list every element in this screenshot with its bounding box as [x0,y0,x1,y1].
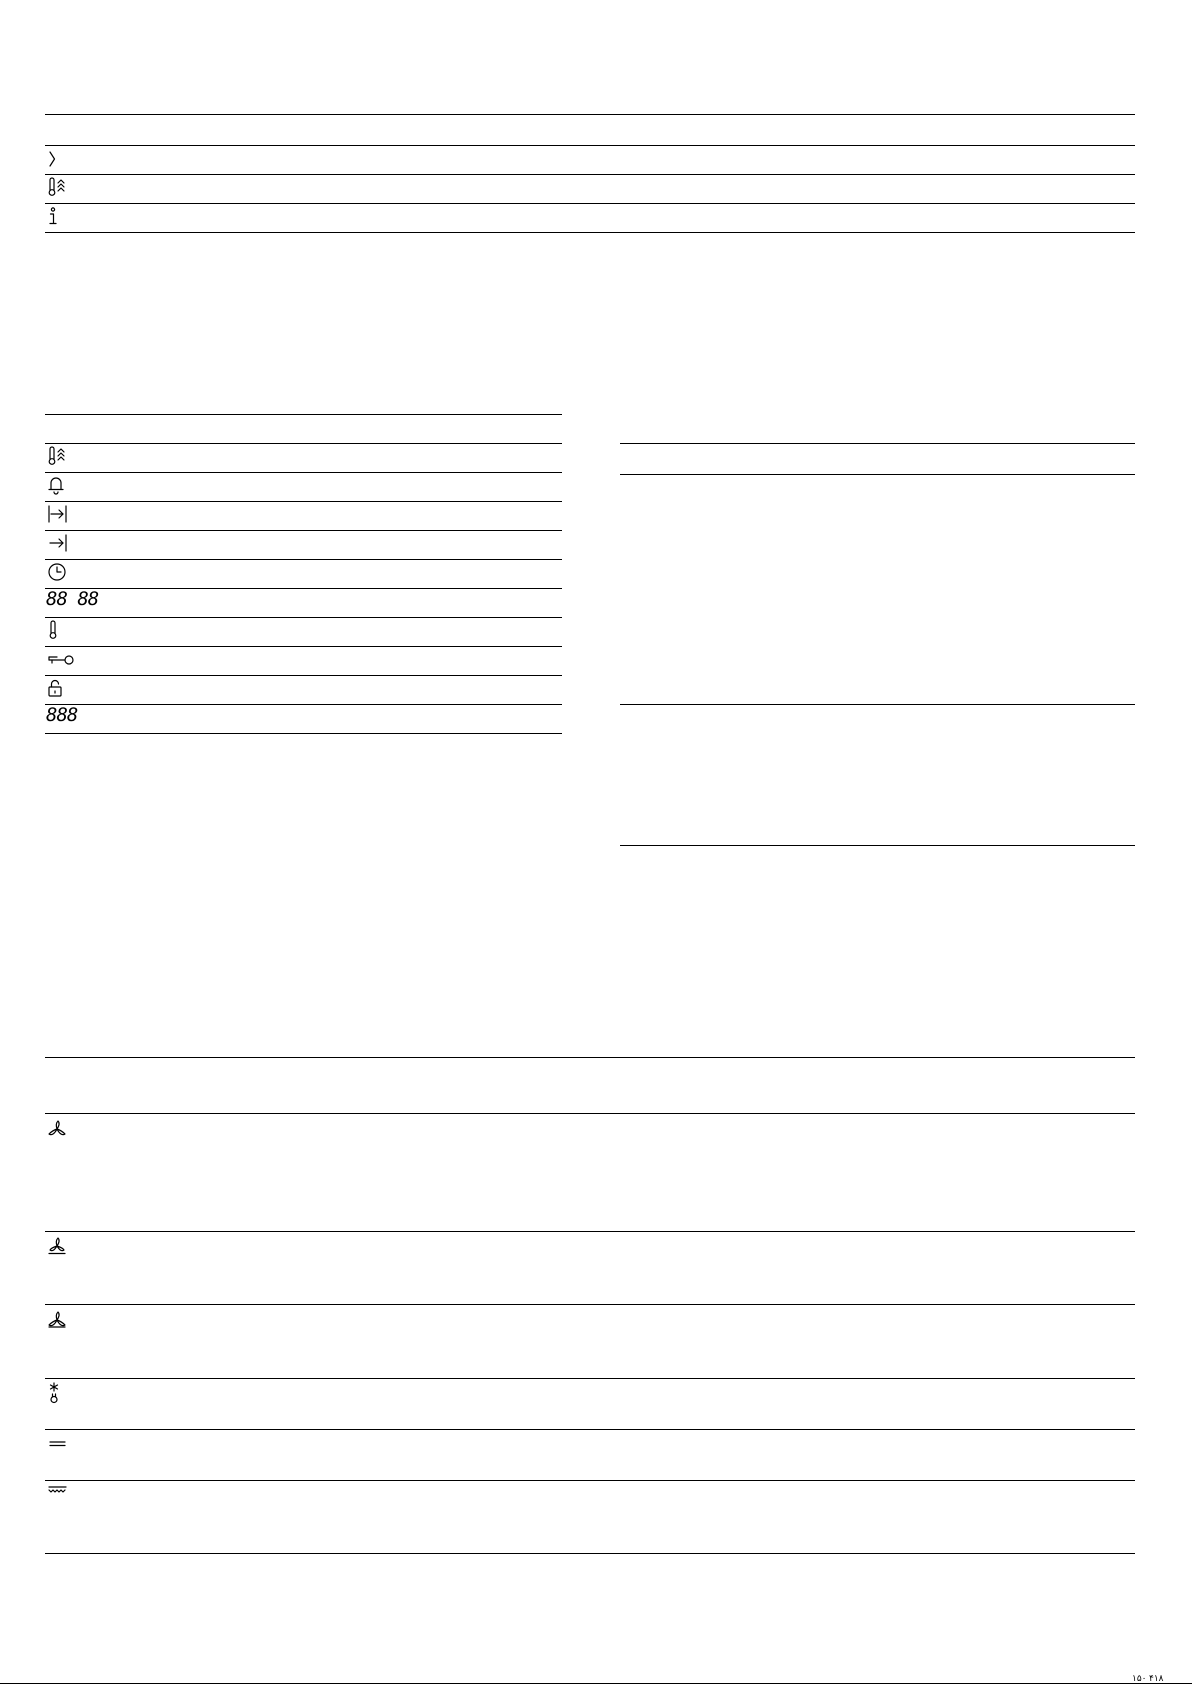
time-display-icon: 88 88 [46,588,99,610]
display-table-header-rule [45,443,562,444]
overview-table-header-rule [45,145,1135,146]
heating-table-row-rule [45,1429,1135,1430]
temperature-display-icon: 888 [46,704,78,726]
key-icon [47,649,77,669]
display-table-row-rule [45,704,562,705]
overview-table-bottom-rule [45,232,1135,233]
rapid-heat-icon [47,177,69,197]
hot-air-gentle-icon [47,1309,69,1329]
overview-table-row-rule [45,174,1135,175]
display-table-bottom-rule [45,733,562,734]
duration-icon [47,504,69,524]
end-time-icon [47,533,69,553]
right-table-bottom-rule [620,845,1135,846]
clock-icon [47,562,69,582]
display-table-row-rule [45,617,562,618]
right-table-header-rule [620,474,1135,475]
display-table-row-rule [45,530,562,531]
heating-table-header-rule [45,1113,1135,1114]
heating-table-bottom-rule [45,1553,1135,1554]
heating-table-top-rule [45,1057,1135,1058]
display-table-top-rule [45,414,562,415]
display-table-row-rule [45,559,562,560]
lock-icon [47,678,65,698]
display-table-row-rule [45,472,562,473]
top-bottom-heat-icon [47,1433,69,1453]
thermometer-icon [47,620,59,640]
display-table-row-rule [45,501,562,502]
chevron-right-icon [47,149,57,169]
grill-icon [47,1482,69,1502]
display-table-row-rule [45,588,562,589]
bell-icon [47,475,65,495]
overview-table-top-rule [45,114,1135,115]
display-table-row-rule [45,646,562,647]
display-table-row-rule [45,675,562,676]
hot-air-icon [47,1118,69,1138]
rapid-heat-icon [47,446,69,466]
overview-table-row-rule [45,203,1135,204]
footer-rule [0,1683,1192,1684]
heating-table-row-rule [45,1480,1135,1481]
info-icon [47,206,59,226]
heating-table-row-rule [45,1304,1135,1305]
heating-table-row-rule [45,1231,1135,1232]
heating-table-row-rule [45,1378,1135,1379]
hot-air-bottom-icon [47,1236,69,1256]
right-table-row-rule [620,704,1135,705]
corner-mark: ۱۵۰ ۴۱۸ [1132,1673,1164,1683]
right-table-top-rule [620,443,1135,444]
defrost-icon [47,1382,61,1404]
